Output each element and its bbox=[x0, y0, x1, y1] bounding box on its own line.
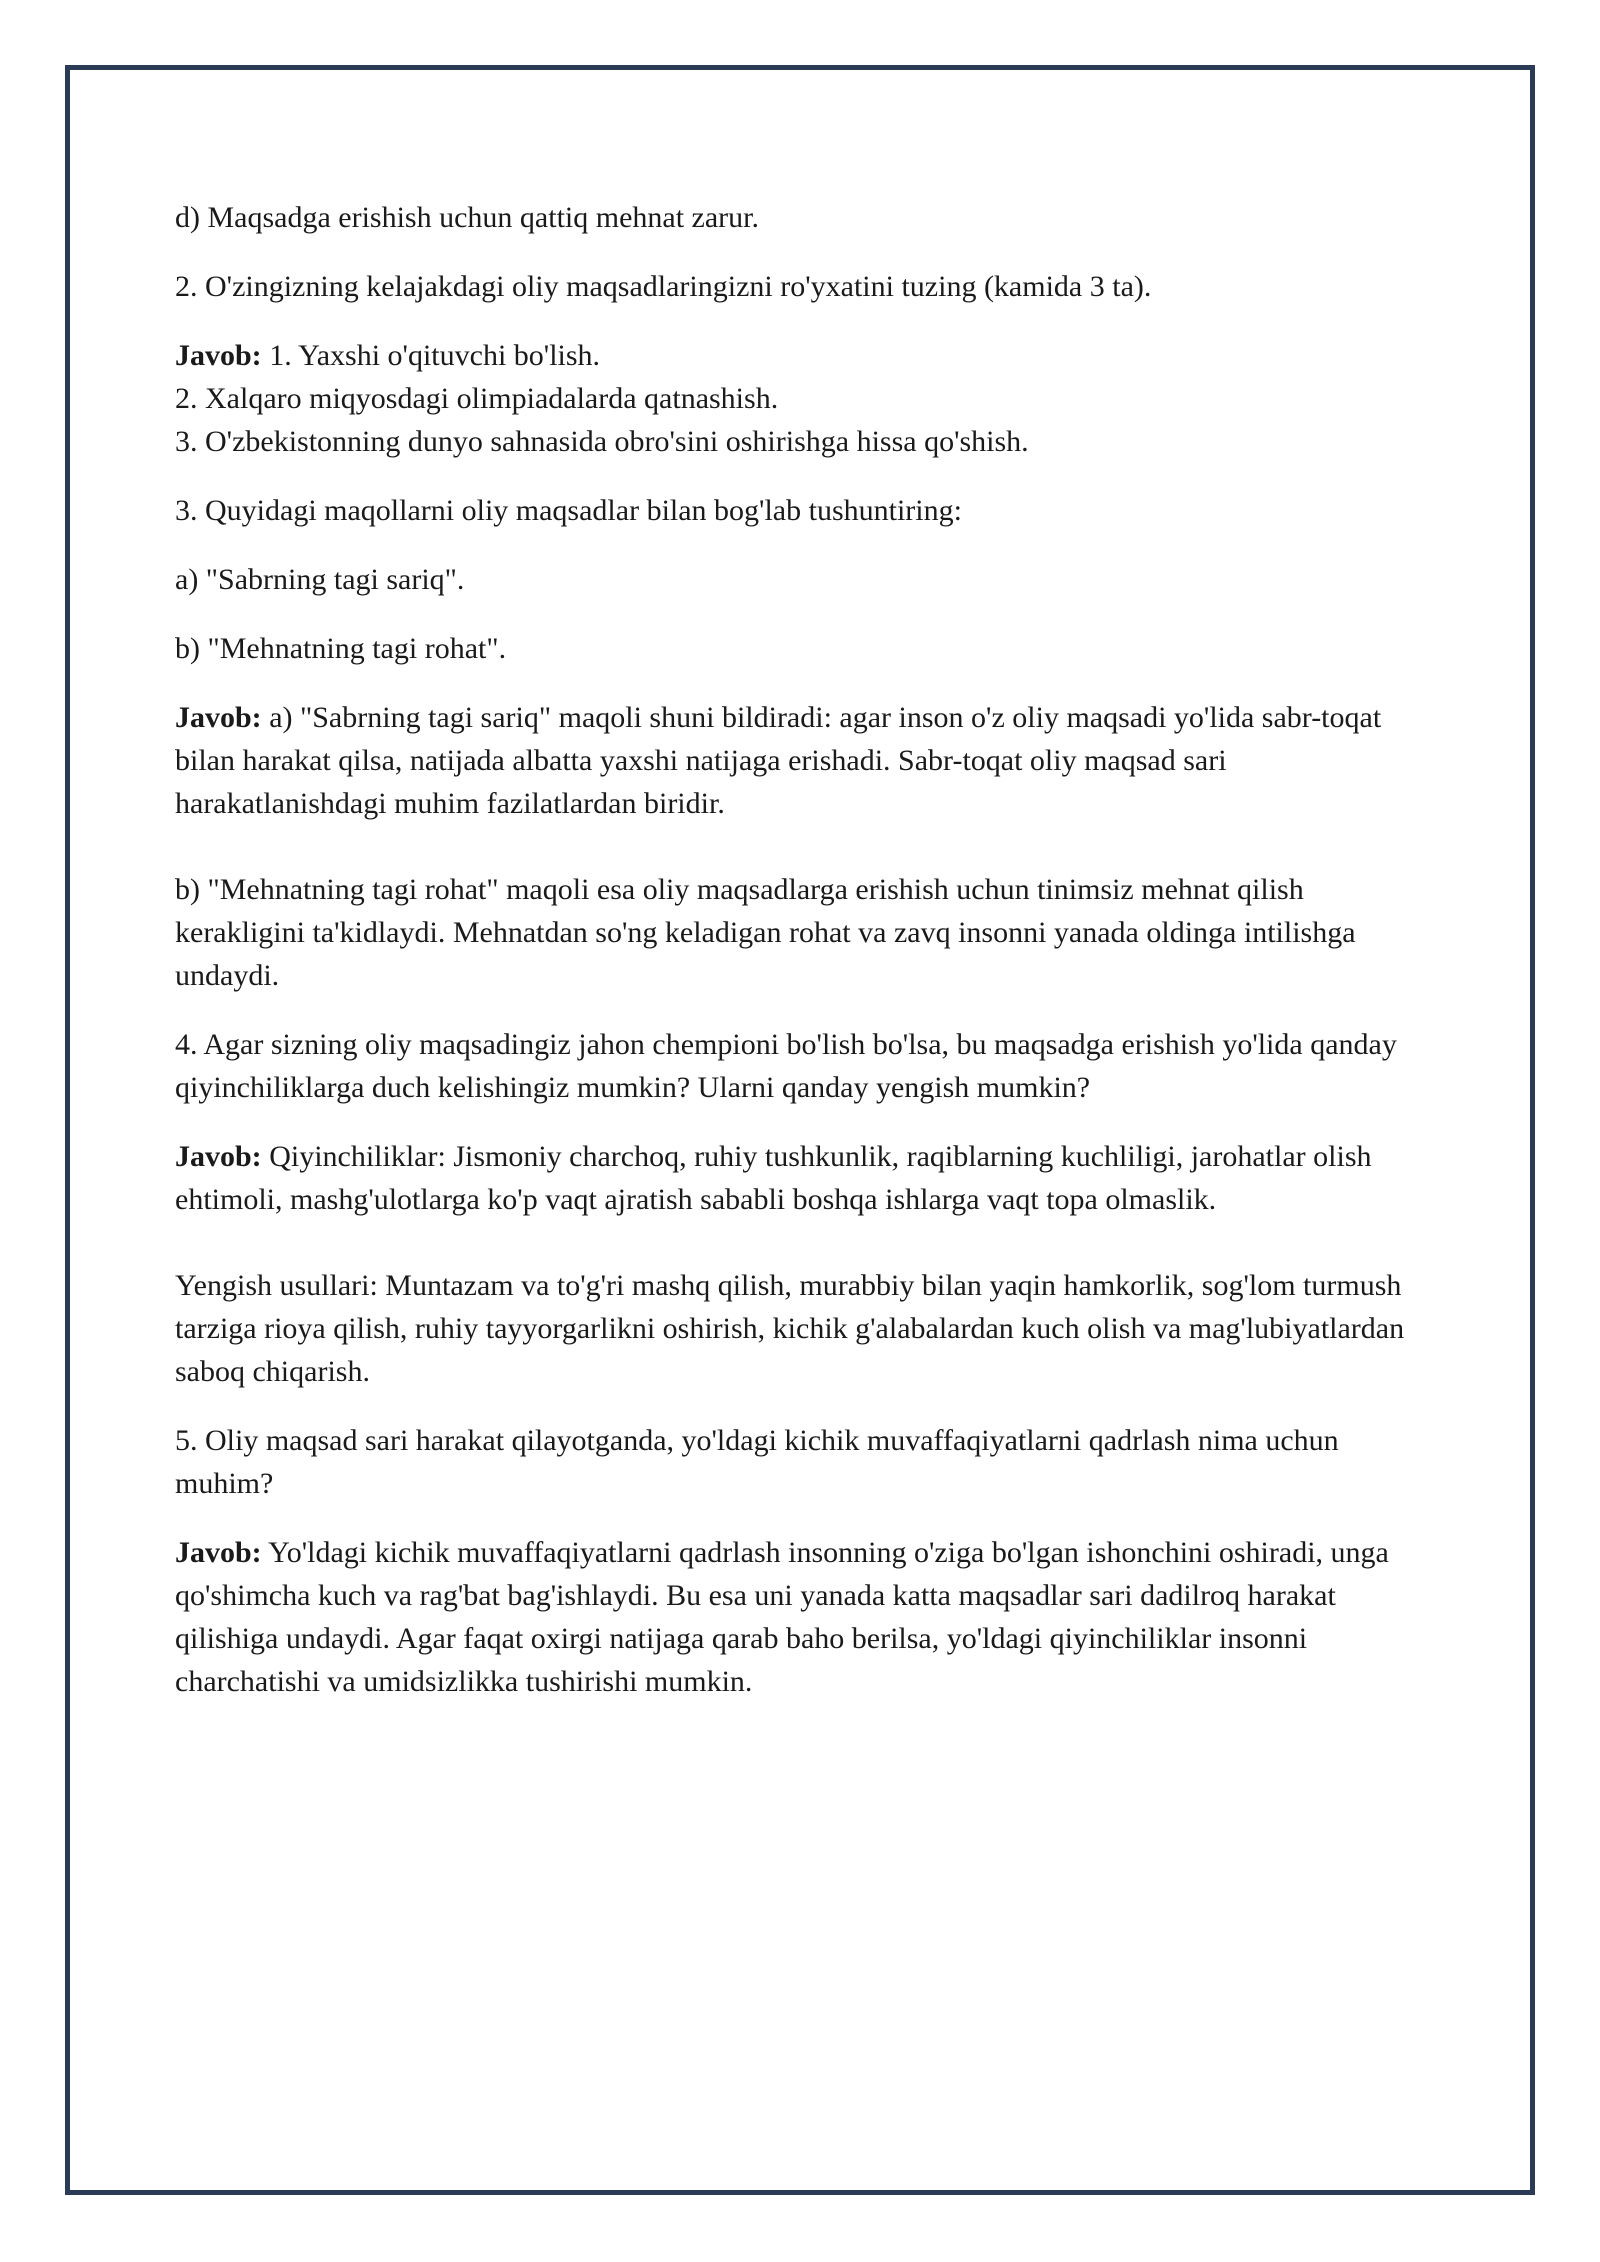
answer-5 bbox=[175, 1531, 1435, 1703]
answer-2-item-3: 3. O'zbekistonning dunyo sahnasida obro'sini oshirishga hissa qo'shish. bbox=[175, 425, 1029, 458]
question-3-proverb-b: b) "Mehnatning tagi rohat". bbox=[175, 632, 507, 665]
question-3: 3. Quyidagi maqollarni oliy maqsadlar bilan bog'lab tushuntiring: bbox=[175, 494, 962, 527]
answer-label: Javob: bbox=[175, 1536, 262, 1569]
document-body bbox=[175, 196, 1435, 1703]
answer-label: Javob: bbox=[175, 339, 262, 372]
answer-2-item-1: 1. Yaxshi o'qituvchi bo'lish. bbox=[269, 339, 601, 372]
answer-label: Javob: bbox=[175, 701, 262, 734]
answer-4-text: Qiyinchiliklar: Jismoniy charchoq, ruhiy tushkunlik, raqiblarning kuchliligi, jarohatlar olish ehtimoli, mashg'ulotlarga ko'p vaqt ajratish sababli boshqa ishlarga vaqt topa olmaslik. bbox=[175, 1140, 1372, 1216]
answer-5-text: Yo'ldagi kichik muvaffaqiyatlarni qadrlash insonning o'ziga bo'lgan ishonchini oshiradi, unga qo'shimcha kuch va rag'bat bag'ishlaydi. Bu esa uni yanada katta maqsadlar sari dadilroq harakat qilishiga undaydi. Agar faqat oxirgi natijaga qarab baho berilsa, yo'ldagi qiyinchiliklar insonni charchatishi va umidsizlikka tushirishi mumkin. bbox=[175, 1536, 1389, 1698]
answer-2 bbox=[175, 334, 1435, 463]
question-2: 2. O'zingizning kelajakdagi oliy maqsadlaringizni ro'yxatini tuzing (kamida 3 ta). bbox=[175, 270, 1152, 303]
answer-3a bbox=[175, 696, 1435, 825]
answer-3a-text: a) "Sabrning tagi sariq" maqoli shuni bildiradi: agar inson o'z oliy maqsadi yo'lida sabr-toqat bilan harakat qilsa, natijada albatta yaxshi natijaga erishadi. Sabr-toqat oliy maqsad sari harakatlanishdagi muhim fazilatlardan biridir. bbox=[175, 701, 1382, 820]
answer-4 bbox=[175, 1135, 1435, 1221]
question-3-proverb-a: a) "Sabrning tagi sariq". bbox=[175, 563, 465, 596]
answer-label: Javob: bbox=[175, 1140, 262, 1173]
question-5: 5. Oliy maqsad sari harakat qilayotganda, yo'ldagi kichik muvaffaqiyatlarni qadrlash nima uchun muhim? bbox=[175, 1424, 1339, 1500]
option-d: d) Maqsadga erishish uchun qattiq mehnat zarur. bbox=[175, 201, 760, 234]
answer-3b: b) "Mehnatning tagi rohat" maqoli esa oliy maqsadlarga erishish uchun tinimsiz mehnat qilish kerakligini ta'kidlaydi. Mehnatdan so'ng keladigan rohat va zavq insonni yanada oldinga intilishga undaydi. bbox=[175, 873, 1356, 992]
answer-2-item-2: 2. Xalqaro miqyosdagi olimpiadalarda qatnashish. bbox=[175, 382, 779, 415]
answer-4-methods: Yengish usullari: Muntazam va to'g'ri mashq qilish, murabbiy bilan yaqin hamkorlik, sog'lom turmush tarziga rioya qilish, ruhiy tayyorgarlikni oshirish, kichik g'alabalardan kuch olish va mag'lubiyatlardan saboq chiqarish. bbox=[175, 1269, 1405, 1388]
question-4: 4. Agar sizning oliy maqsadingiz jahon chempioni bo'lish bo'lsa, bu maqsadga erishish yo'lida qanday qiyinchiliklarga duch kelishingiz mumkin? Ularni qanday yengish mumkin? bbox=[175, 1028, 1397, 1104]
